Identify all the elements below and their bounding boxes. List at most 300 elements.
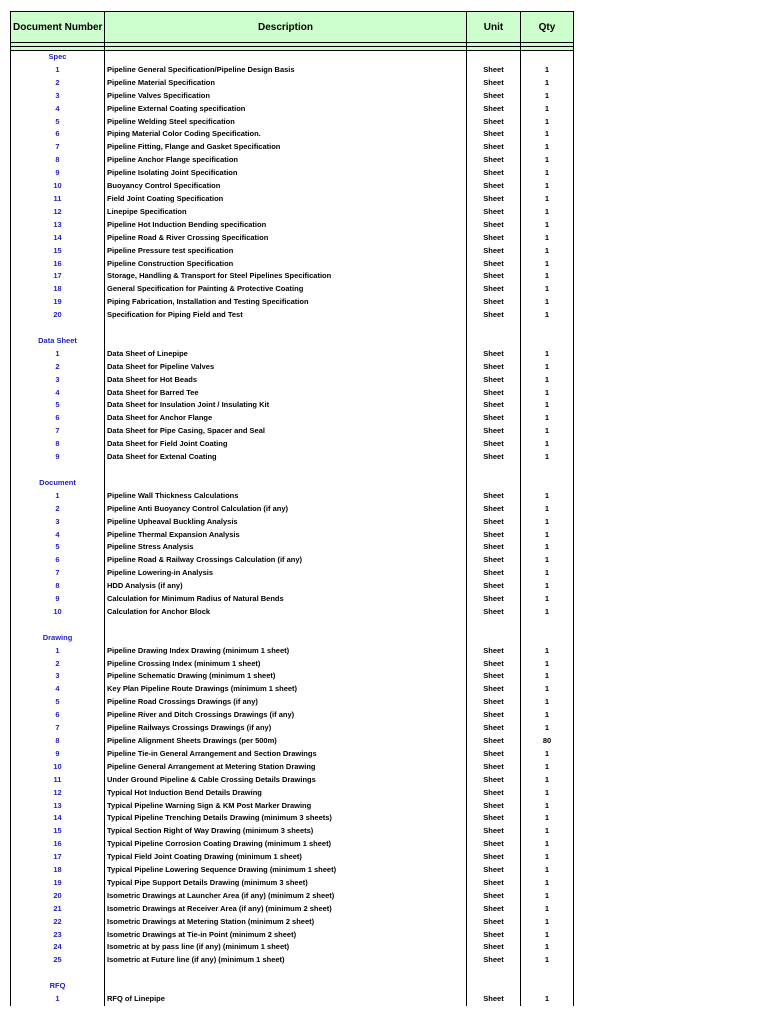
item-description: Data Sheet for Insulation Joint / Insulating Kit — [105, 399, 467, 412]
item-unit: Sheet — [467, 412, 521, 425]
item-qty: 1 — [521, 296, 574, 309]
item-description: Data Sheet for Pipe Casing, Spacer and Seal — [105, 425, 467, 438]
item-number: 8 — [11, 154, 105, 167]
item-unit: Sheet — [467, 438, 521, 451]
item-unit: Sheet — [467, 270, 521, 283]
item-unit: Sheet — [467, 916, 521, 929]
empty-cell — [467, 632, 521, 645]
item-description: RFQ of Linepipe — [105, 993, 467, 1006]
item-qty: 1 — [521, 412, 574, 425]
item-unit: Sheet — [467, 309, 521, 322]
table-row — [11, 683, 574, 696]
table-row — [11, 529, 574, 542]
table-row — [11, 193, 574, 206]
table-row — [11, 116, 574, 129]
item-unit: Sheet — [467, 180, 521, 193]
item-number: 25 — [11, 954, 105, 967]
table-row — [11, 954, 574, 967]
empty-cell — [521, 980, 574, 993]
item-description: Storage, Handling & Transport for Steel Pipelines Specification — [105, 270, 467, 283]
item-number: 8 — [11, 438, 105, 451]
item-unit: Sheet — [467, 735, 521, 748]
item-number: 4 — [11, 529, 105, 542]
header-unit: Unit — [467, 12, 521, 43]
item-qty: 1 — [521, 490, 574, 503]
item-number: 18 — [11, 864, 105, 877]
item-unit: Sheet — [467, 283, 521, 296]
item-unit: Sheet — [467, 425, 521, 438]
table-row — [11, 941, 574, 954]
item-description: Data Sheet of Linepipe — [105, 348, 467, 361]
item-description: Pipeline External Coating specification — [105, 103, 467, 116]
empty-cell — [105, 464, 467, 477]
item-qty: 1 — [521, 941, 574, 954]
blank-row — [11, 464, 574, 477]
item-description: Key Plan Pipeline Route Drawings (minimum 1 sheet) — [105, 683, 467, 696]
empty-cell — [467, 980, 521, 993]
item-qty: 1 — [521, 800, 574, 813]
item-qty: 1 — [521, 516, 574, 529]
section-title: RFQ — [11, 980, 105, 993]
item-description: Data Sheet for Barred Tee — [105, 387, 467, 400]
empty-cell — [105, 322, 467, 335]
item-description: Pipeline Anti Buoyancy Control Calculation (if any) — [105, 503, 467, 516]
item-unit: Sheet — [467, 670, 521, 683]
item-description: Typical Field Joint Coating Drawing (minimum 1 sheet) — [105, 851, 467, 864]
item-description: Data Sheet for Hot Beads — [105, 374, 467, 387]
item-description: Pipeline Drawing Index Drawing (minimum 1 sheet) — [105, 645, 467, 658]
item-number: 1 — [11, 348, 105, 361]
item-description: Pipeline Railways Crossings Drawings (if any) — [105, 722, 467, 735]
item-unit: Sheet — [467, 90, 521, 103]
item-number: 9 — [11, 748, 105, 761]
empty-cell — [11, 322, 105, 335]
empty-cell — [521, 322, 574, 335]
item-description: Typical Pipeline Trenching Details Drawing (minimum 3 sheets) — [105, 812, 467, 825]
item-unit: Sheet — [467, 825, 521, 838]
table-row — [11, 800, 574, 813]
section-title: Document — [11, 477, 105, 490]
table-row — [11, 103, 574, 116]
item-unit: Sheet — [467, 193, 521, 206]
item-qty: 1 — [521, 838, 574, 851]
table-row — [11, 851, 574, 864]
table-row — [11, 554, 574, 567]
header-document-number: Document Number — [11, 12, 105, 43]
table-row — [11, 399, 574, 412]
item-number: 1 — [11, 645, 105, 658]
table-row — [11, 567, 574, 580]
header-qty: Qty — [521, 12, 574, 43]
table-body — [11, 51, 574, 1007]
item-description: Pipeline Valves Specification — [105, 90, 467, 103]
blank-row — [11, 619, 574, 632]
table-row — [11, 593, 574, 606]
item-description: Isometric at by pass line (if any) (minimum 1 sheet) — [105, 941, 467, 954]
item-qty: 1 — [521, 593, 574, 606]
item-unit: Sheet — [467, 658, 521, 671]
item-unit: Sheet — [467, 709, 521, 722]
item-description: Data Sheet for Anchor Flange — [105, 412, 467, 425]
item-description: Typical Section Right of Way Drawing (minimum 3 sheets) — [105, 825, 467, 838]
item-qty: 1 — [521, 851, 574, 864]
item-number: 22 — [11, 916, 105, 929]
item-description: Pipeline Road & Railway Crossings Calculation (if any) — [105, 554, 467, 567]
table-row — [11, 877, 574, 890]
table-row — [11, 64, 574, 77]
blank-row — [11, 322, 574, 335]
item-number: 4 — [11, 683, 105, 696]
item-unit: Sheet — [467, 567, 521, 580]
table-row — [11, 812, 574, 825]
item-number: 10 — [11, 761, 105, 774]
table-row — [11, 412, 574, 425]
item-qty: 1 — [521, 554, 574, 567]
item-unit: Sheet — [467, 761, 521, 774]
table-row — [11, 993, 574, 1006]
table-row — [11, 309, 574, 322]
item-description: Pipeline Thermal Expansion Analysis — [105, 529, 467, 542]
item-description: Pipeline Isolating Joint Specification — [105, 167, 467, 180]
item-description: Pipeline Lowering-in Analysis — [105, 567, 467, 580]
item-number: 16 — [11, 258, 105, 271]
item-description: Pipeline Upheaval Buckling Analysis — [105, 516, 467, 529]
table-row — [11, 541, 574, 554]
table-row — [11, 864, 574, 877]
item-qty: 1 — [521, 503, 574, 516]
table-row — [11, 761, 574, 774]
table-row — [11, 425, 574, 438]
item-qty: 1 — [521, 309, 574, 322]
item-description: Pipeline Material Specification — [105, 77, 467, 90]
item-qty: 1 — [521, 683, 574, 696]
table-row — [11, 916, 574, 929]
item-unit: Sheet — [467, 812, 521, 825]
item-number: 20 — [11, 309, 105, 322]
table-row — [11, 903, 574, 916]
table-row — [11, 141, 574, 154]
table-row — [11, 180, 574, 193]
table-row — [11, 258, 574, 271]
item-number: 5 — [11, 541, 105, 554]
item-unit: Sheet — [467, 748, 521, 761]
item-description: Isometric Drawings at Receiver Area (if any) (minimum 2 sheet) — [105, 903, 467, 916]
item-unit: Sheet — [467, 64, 521, 77]
item-description: Pipeline Road Crossings Drawings (if any) — [105, 696, 467, 709]
item-qty: 1 — [521, 387, 574, 400]
empty-cell — [521, 51, 574, 64]
document-table — [10, 11, 574, 1006]
empty-cell — [105, 51, 467, 64]
item-description: Typical Pipeline Lowering Sequence Drawing (minimum 1 sheet) — [105, 864, 467, 877]
item-qty: 1 — [521, 606, 574, 619]
item-description: Calculation for Anchor Block — [105, 606, 467, 619]
table-row — [11, 503, 574, 516]
item-qty: 1 — [521, 761, 574, 774]
item-unit: Sheet — [467, 116, 521, 129]
item-number: 6 — [11, 412, 105, 425]
table-row — [11, 219, 574, 232]
item-number: 5 — [11, 696, 105, 709]
item-qty: 1 — [521, 787, 574, 800]
item-number: 1 — [11, 64, 105, 77]
table-row — [11, 128, 574, 141]
table-row — [11, 387, 574, 400]
item-qty: 1 — [521, 812, 574, 825]
item-unit: Sheet — [467, 774, 521, 787]
item-description: Pipeline Fitting, Flange and Gasket Specification — [105, 141, 467, 154]
item-number: 8 — [11, 735, 105, 748]
item-number: 7 — [11, 722, 105, 735]
item-unit: Sheet — [467, 348, 521, 361]
item-unit: Sheet — [467, 167, 521, 180]
item-qty: 1 — [521, 890, 574, 903]
empty-cell — [467, 477, 521, 490]
item-qty: 1 — [521, 670, 574, 683]
item-number: 2 — [11, 658, 105, 671]
section-title: Data Sheet — [11, 335, 105, 348]
item-number: 11 — [11, 193, 105, 206]
item-unit: Sheet — [467, 696, 521, 709]
item-qty: 1 — [521, 567, 574, 580]
item-qty: 1 — [521, 283, 574, 296]
item-description: Pipeline Schematic Drawing (minimum 1 sheet) — [105, 670, 467, 683]
item-description: Piping Fabrication, Installation and Testing Specification — [105, 296, 467, 309]
table-row — [11, 490, 574, 503]
item-number: 18 — [11, 283, 105, 296]
item-qty: 1 — [521, 580, 574, 593]
item-unit: Sheet — [467, 800, 521, 813]
item-number: 5 — [11, 116, 105, 129]
item-description: General Specification for Painting & Protective Coating — [105, 283, 467, 296]
item-number: 9 — [11, 593, 105, 606]
empty-cell — [105, 967, 467, 980]
item-qty: 1 — [521, 270, 574, 283]
table-row — [11, 709, 574, 722]
item-qty: 1 — [521, 696, 574, 709]
empty-cell — [467, 967, 521, 980]
item-description: Data Sheet for Extenal Coating — [105, 451, 467, 464]
item-description: Pipeline Pressure test specification — [105, 245, 467, 258]
empty-cell — [11, 464, 105, 477]
item-number: 21 — [11, 903, 105, 916]
item-description: Pipeline Tie-in General Arrangement and Section Drawings — [105, 748, 467, 761]
section-header-row — [11, 632, 574, 645]
empty-cell — [105, 335, 467, 348]
item-number: 24 — [11, 941, 105, 954]
item-qty: 1 — [521, 116, 574, 129]
empty-cell — [467, 335, 521, 348]
item-unit: Sheet — [467, 954, 521, 967]
item-qty: 1 — [521, 399, 574, 412]
item-description: Pipeline River and Ditch Crossings Drawings (if any) — [105, 709, 467, 722]
item-number: 11 — [11, 774, 105, 787]
item-number: 12 — [11, 206, 105, 219]
section-header-row — [11, 980, 574, 993]
table-row — [11, 580, 574, 593]
empty-cell — [105, 632, 467, 645]
item-description: Data Sheet for Field Joint Coating — [105, 438, 467, 451]
item-number: 14 — [11, 812, 105, 825]
empty-cell — [521, 477, 574, 490]
section-header-row — [11, 335, 574, 348]
item-description: Piping Material Color Coding Specification. — [105, 128, 467, 141]
item-qty: 1 — [521, 103, 574, 116]
item-unit: Sheet — [467, 154, 521, 167]
item-qty: 1 — [521, 374, 574, 387]
table-row — [11, 890, 574, 903]
item-number: 19 — [11, 296, 105, 309]
item-unit: Sheet — [467, 503, 521, 516]
item-number: 17 — [11, 270, 105, 283]
item-description: Pipeline General Arrangement at Metering Station Drawing — [105, 761, 467, 774]
item-number: 15 — [11, 245, 105, 258]
item-description: Isometric at Future line (if any) (minimum 1 sheet) — [105, 954, 467, 967]
empty-cell — [467, 322, 521, 335]
item-qty: 1 — [521, 193, 574, 206]
item-description: Pipeline Stress Analysis — [105, 541, 467, 554]
table-row — [11, 283, 574, 296]
item-description: Pipeline General Specification/Pipeline Design Basis — [105, 64, 467, 77]
item-description: Typical Pipe Support Details Drawing (minimum 3 sheet) — [105, 877, 467, 890]
item-qty: 1 — [521, 541, 574, 554]
item-number: 9 — [11, 167, 105, 180]
item-description: Under Ground Pipeline & Cable Crossing Details Drawings — [105, 774, 467, 787]
item-unit: Sheet — [467, 141, 521, 154]
item-number: 20 — [11, 890, 105, 903]
empty-cell — [521, 632, 574, 645]
table-row — [11, 374, 574, 387]
empty-cell — [521, 464, 574, 477]
section-header-row — [11, 51, 574, 64]
table-row — [11, 748, 574, 761]
item-unit: Sheet — [467, 77, 521, 90]
item-number: 14 — [11, 232, 105, 245]
item-description: Calculation for Minimum Radius of Natural Bends — [105, 593, 467, 606]
item-unit: Sheet — [467, 219, 521, 232]
item-unit: Sheet — [467, 245, 521, 258]
item-description: Pipeline Road & River Crossing Specification — [105, 232, 467, 245]
item-description: Specification for Piping Field and Test — [105, 309, 467, 322]
item-qty: 1 — [521, 90, 574, 103]
item-unit: Sheet — [467, 890, 521, 903]
table-row — [11, 90, 574, 103]
table-row — [11, 206, 574, 219]
table-row — [11, 361, 574, 374]
table-row — [11, 645, 574, 658]
item-number: 16 — [11, 838, 105, 851]
item-number: 1 — [11, 490, 105, 503]
item-number: 3 — [11, 516, 105, 529]
item-qty: 1 — [521, 180, 574, 193]
item-number: 10 — [11, 180, 105, 193]
empty-cell — [105, 477, 467, 490]
item-unit: Sheet — [467, 490, 521, 503]
item-description: Pipeline Wall Thickness Calculations — [105, 490, 467, 503]
item-description: Isometric Drawings at Tie-in Point (minimum 2 sheet) — [105, 929, 467, 942]
table-row — [11, 77, 574, 90]
item-qty: 1 — [521, 864, 574, 877]
table-row — [11, 722, 574, 735]
item-number: 10 — [11, 606, 105, 619]
item-number: 2 — [11, 503, 105, 516]
item-number: 1 — [11, 993, 105, 1006]
item-qty: 1 — [521, 645, 574, 658]
item-number: 7 — [11, 141, 105, 154]
item-unit: Sheet — [467, 541, 521, 554]
item-qty: 1 — [521, 529, 574, 542]
table-row — [11, 787, 574, 800]
empty-cell — [467, 464, 521, 477]
item-qty: 1 — [521, 658, 574, 671]
table-row — [11, 670, 574, 683]
item-number: 3 — [11, 670, 105, 683]
item-number: 23 — [11, 929, 105, 942]
item-unit: Sheet — [467, 683, 521, 696]
item-qty: 1 — [521, 774, 574, 787]
table-row — [11, 348, 574, 361]
item-description: Pipeline Anchor Flange specification — [105, 154, 467, 167]
item-unit: Sheet — [467, 554, 521, 567]
item-unit: Sheet — [467, 206, 521, 219]
item-description: Typical Hot Induction Bend Details Drawing — [105, 787, 467, 800]
item-unit: Sheet — [467, 516, 521, 529]
empty-cell — [521, 967, 574, 980]
item-description: Typical Pipeline Corrosion Coating Drawing (minimum 1 sheet) — [105, 838, 467, 851]
item-description: Typical Pipeline Warning Sign & KM Post Marker Drawing — [105, 800, 467, 813]
item-description: Field Joint Coating Specification — [105, 193, 467, 206]
item-description: Pipeline Hot Induction Bending specification — [105, 219, 467, 232]
item-number: 3 — [11, 374, 105, 387]
empty-cell — [521, 335, 574, 348]
item-qty: 1 — [521, 64, 574, 77]
item-qty: 1 — [521, 232, 574, 245]
item-qty: 1 — [521, 206, 574, 219]
item-unit: Sheet — [467, 387, 521, 400]
table-row — [11, 929, 574, 942]
table-row — [11, 696, 574, 709]
item-description: HDD Analysis (if any) — [105, 580, 467, 593]
item-description: Pipeline Crossing Index (minimum 1 sheet) — [105, 658, 467, 671]
item-qty: 1 — [521, 128, 574, 141]
item-unit: Sheet — [467, 593, 521, 606]
item-unit: Sheet — [467, 258, 521, 271]
item-number: 15 — [11, 825, 105, 838]
item-qty: 1 — [521, 438, 574, 451]
item-qty: 1 — [521, 361, 574, 374]
empty-cell — [11, 619, 105, 632]
item-number: 7 — [11, 425, 105, 438]
item-unit: Sheet — [467, 838, 521, 851]
item-unit: Sheet — [467, 103, 521, 116]
empty-cell — [105, 980, 467, 993]
table-row — [11, 838, 574, 851]
item-qty: 1 — [521, 258, 574, 271]
table-row — [11, 270, 574, 283]
table-row — [11, 516, 574, 529]
table-row — [11, 438, 574, 451]
section-title: Spec — [11, 51, 105, 64]
item-qty: 1 — [521, 425, 574, 438]
blank-row — [11, 967, 574, 980]
table-row — [11, 825, 574, 838]
empty-cell — [105, 619, 467, 632]
item-number: 8 — [11, 580, 105, 593]
item-unit: Sheet — [467, 606, 521, 619]
item-qty: 1 — [521, 993, 574, 1006]
item-unit: Sheet — [467, 580, 521, 593]
table-row — [11, 451, 574, 464]
